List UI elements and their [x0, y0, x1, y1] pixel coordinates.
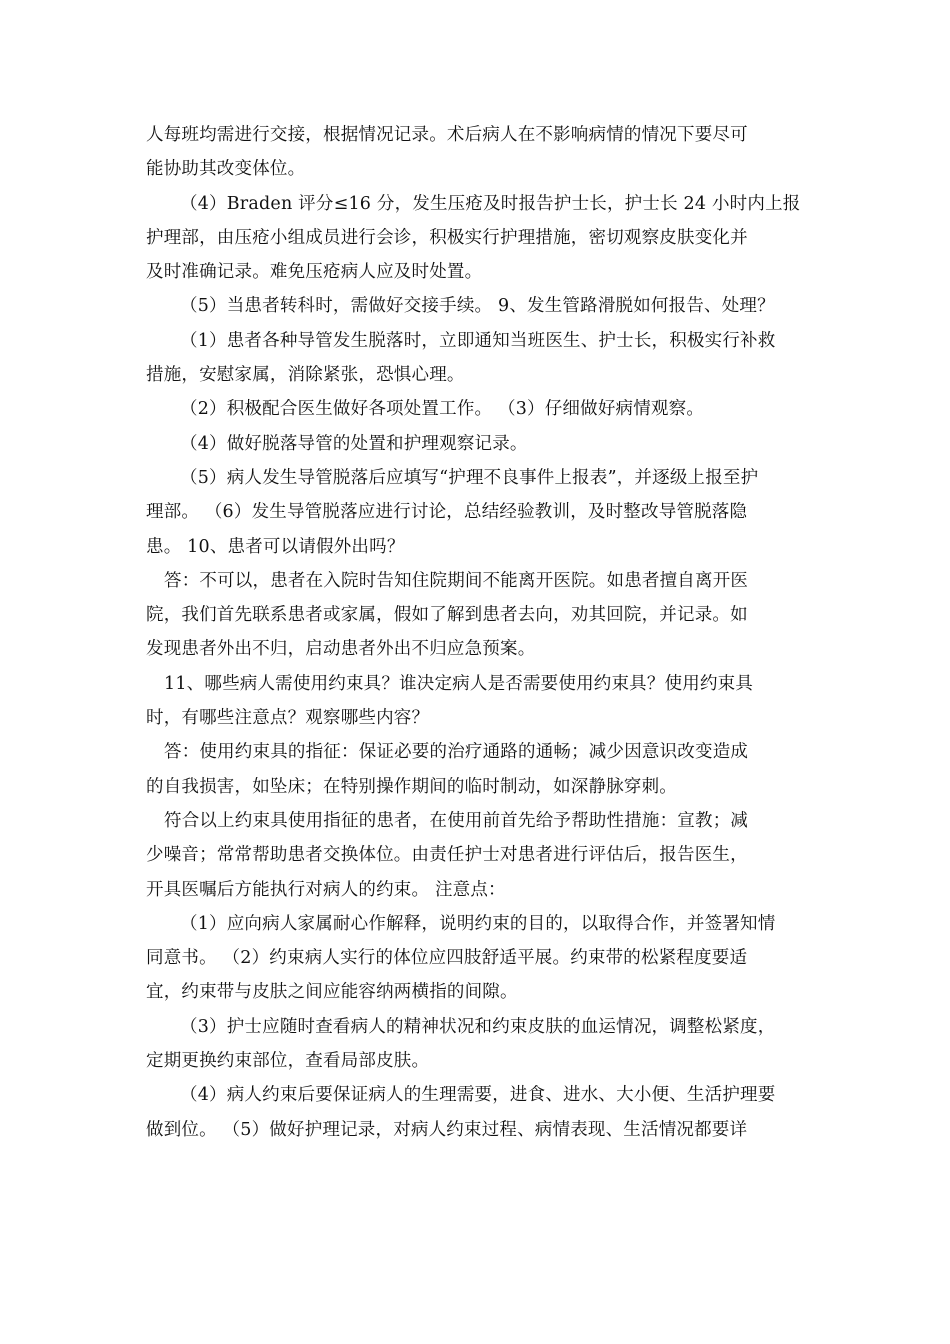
text-line: 能协助其改变体位。: [146, 159, 306, 180]
text-line: 答：不可以，患者在入院时告知住院期间不能离开医院。如患者擅自离开医: [164, 570, 749, 591]
text-line: 人每班均需进行交接，根据情况记录。术后病人在不影响病情的情况下要尽可: [146, 125, 748, 145]
text-line: 开具医嘱后方能执行对病人的约束。 注意点：: [146, 879, 506, 900]
text-line: 宜，约束带与皮肤之间应能容纳两横指的间隙。: [146, 982, 518, 1003]
text-line: 符合以上约束具使用指征的患者，在使用前首先给予帮助性措施：宣教；减: [164, 810, 749, 831]
text-line: 时，有哪些注意点？观察哪些内容？: [146, 708, 430, 729]
text-line: （1）应向病人家属耐心作解释，说明约束的目的，以取得合作，并签署知情: [180, 913, 776, 934]
text-line: 的自我损害，如坠床；在特别操作期间的临时制动，如深静脉穿刺。: [146, 776, 677, 797]
text-line: 护理部，由压疮小组成员进行会诊，积极实行护理措施，密切观察皮肤变化并: [146, 227, 748, 248]
text-line: 患。 10、患者可以请假外出吗？: [146, 536, 405, 557]
text-line: （3）护士应随时查看病人的精神状况和约束皮肤的血运情况，调整松紧度，: [180, 1016, 776, 1037]
text-line: （4）做好脱落导管的处置和护理观察记录。: [180, 433, 528, 454]
text-line: （4）Braden 评分≤16 分，发生压疮及时报告护士长，护士长 24 小时内上报: [180, 193, 801, 214]
text-line: 及时准确记录。难免压疮病人应及时处置。: [146, 262, 483, 283]
text-line: 11、哪些病人需使用约束具？谁决定病人是否需要使用约束具？使用约束具: [164, 673, 754, 694]
text-line: 少噪音；常常帮助患者交换体位。由责任护士对患者进行评估后，报告医生，: [146, 845, 748, 866]
text-line: 理部。 （6）发生导管脱落应进行讨论，总结经验教训，及时整改导管脱落隐: [146, 502, 748, 523]
text-line: （2）积极配合医生做好各项处置工作。 （3）仔细做好病情观察。: [180, 399, 705, 420]
text-line: 发现患者外出不归，启动患者外出不归应急预案。: [146, 639, 536, 660]
text-line: 院，我们首先联系患者或家属，假如了解到患者去向，劝其回院，并记录。如: [146, 605, 748, 626]
document-body: [146, 118, 808, 1147]
text-line: （5）当患者转科时，需做好交接手续。 9、发生管路滑脱如何报告、处理？: [180, 296, 775, 317]
text-line: 做到位。 （5）做好护理记录，对病人约束过程、病情表现、生活情况都要详: [146, 1119, 748, 1140]
text-line: 措施，安慰家属，消除紧张，恐惧心理。: [146, 365, 465, 386]
text-line: （5）病人发生导管脱落后应填写“护理不良事件上报表”，并逐级上报至护: [180, 467, 759, 488]
text-line: （1）患者各种导管发生脱落时，立即通知当班医生、护士长，积极实行补救: [180, 330, 776, 351]
text-line: （4）病人约束后要保证病人的生理需要，进食、进水、大小便、生活护理要: [180, 1085, 776, 1106]
text-line: 答：使用约束具的指征：保证必要的治疗通路的通畅；减少因意识改变造成: [164, 742, 749, 763]
text-line: 定期更换约束部位，查看局部皮肤。: [146, 1051, 430, 1072]
text-line: 同意书。 （2）约束病人实行的体位应四肢舒适平展。约束带的松紧程度要适: [146, 948, 748, 969]
